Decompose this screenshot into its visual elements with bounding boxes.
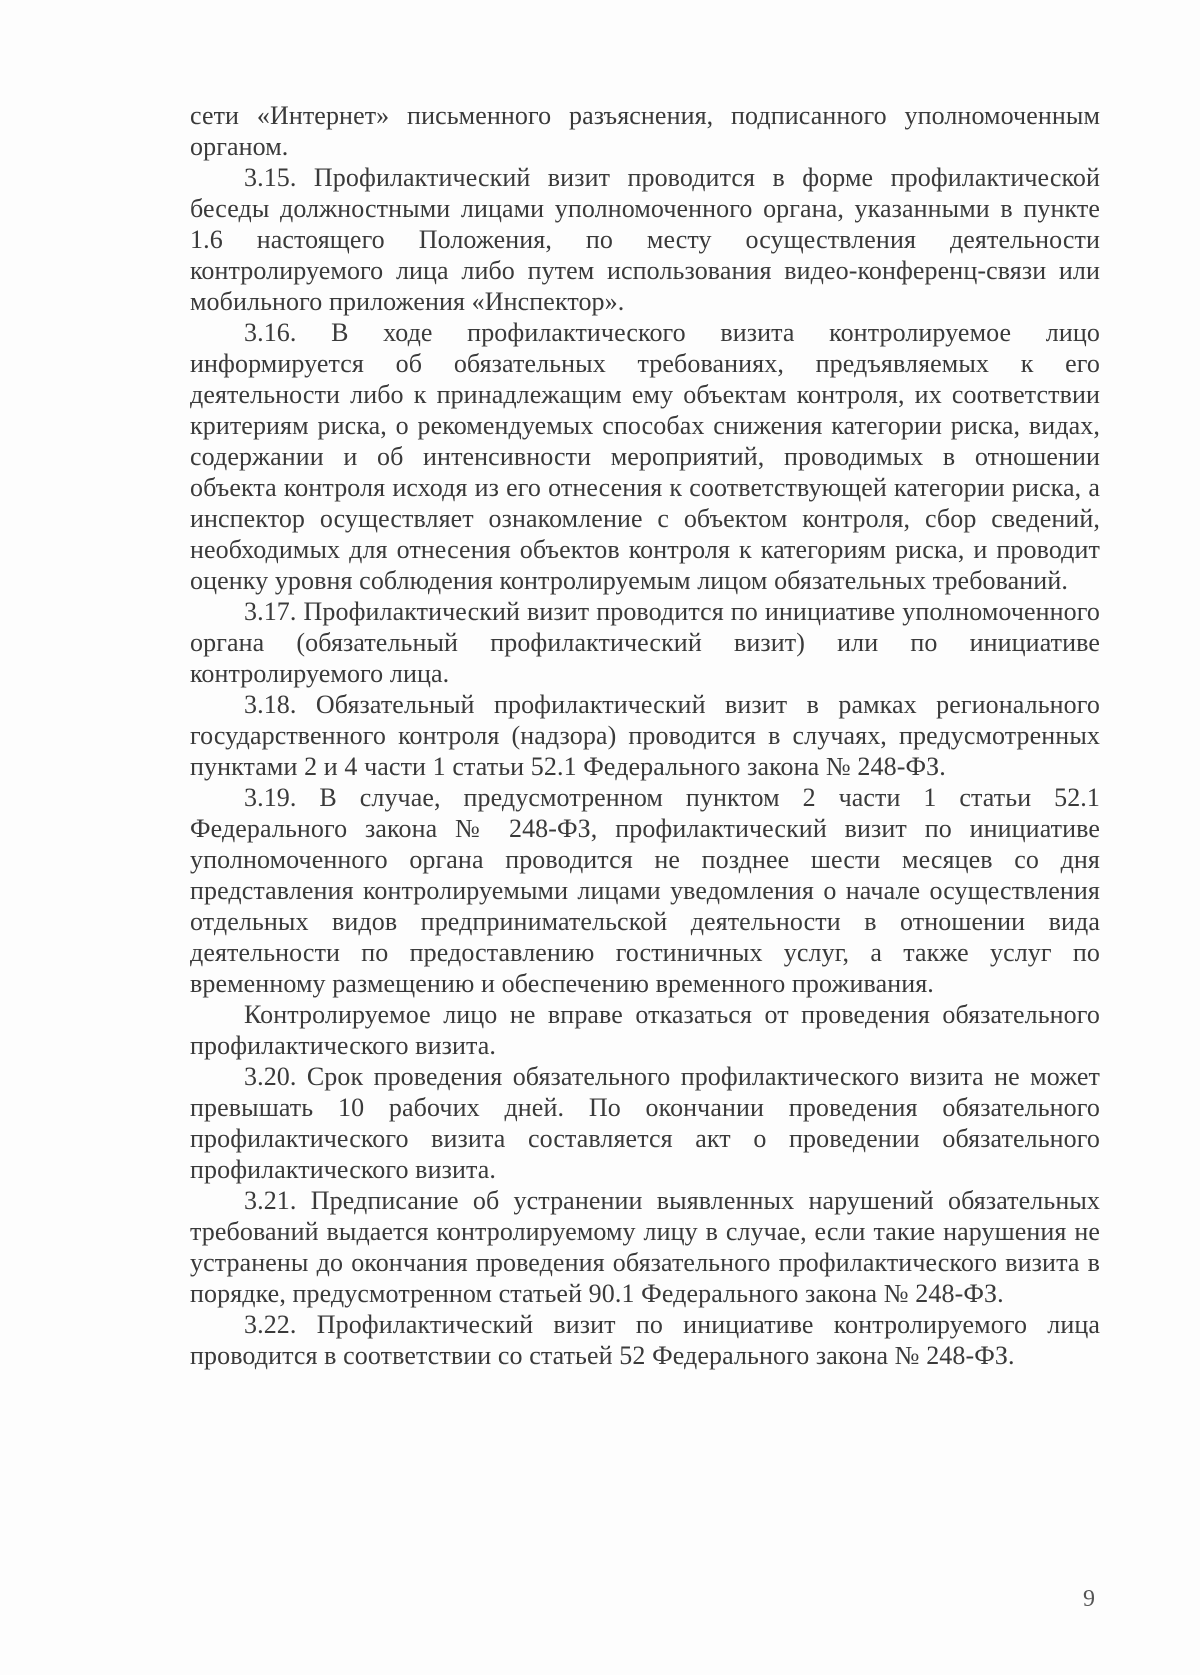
paragraph-3-19-note: Контролируемое лицо не вправе отказаться от проведения обязательного профилактического визита. — [190, 1000, 1100, 1060]
paragraph-3-21: 3.21. Предписание об устранении выявленных нарушений обязательных требований выдается контролируемому лицу в случае, если такие нарушения не устранены до окончания проведения обязательного профилактического визита в порядке, предусмотренном статьей 90.1 Федерального закона № 248-ФЗ. — [190, 1186, 1100, 1308]
paragraph-3-17: 3.17. Профилактический визит проводится по инициативе уполномоченного органа (обязательный профилактический визит) или по инициативе контролируемого лица. — [190, 597, 1100, 688]
document-body — [190, 100, 1100, 1371]
paragraph-3-16: 3.16. В ходе профилактического визита контролируемое лицо информируется об обязательных требованиях, предъявляемых к его деятельности либо к принадлежащим ему объектам контроля, их соответствии критериям риска, о рекомендуемых способах снижения категории риска, видах, содержании и об интенсивности мероприятий, проводимых в отношении объекта контроля исходя из его отнесения к соответствующей категории риска, а инспектор осуществляет ознакомление с объектом контроля, сбор сведений, необходимых для отнесения объектов контроля к категориям риска, и проводит оценку уровня соблюдения контролируемым лицом обязательных требований. — [190, 318, 1100, 595]
paragraph-3-19: 3.19. В случае, предусмотренном пунктом 2 части 1 статьи 52.1 Федерального закона № 248-ФЗ, профилактический визит по инициативе уполномоченного органа проводится не позднее шести месяцев со дня представления контролируемыми лицами уведомления о начале осуществления отдельных видов предпринимательской деятельности в отношении вида деятельности по предоставлению гостиничных услуг, а также услуг по временному размещению и обеспечению временного проживания. — [190, 783, 1100, 998]
paragraph-3-15: 3.15. Профилактический визит проводится в форме профилактической беседы должностными лицами уполномоченного органа, указанными в пункте 1.6 настоящего Положения, по месту осуществления деятельности контролируемого лица либо путем использования видео-конференц-связи или мобильного приложения «Инспектор». — [190, 163, 1100, 316]
paragraph-3-18: 3.18. Обязательный профилактический визит в рамках регионального государственного контроля (надзора) проводится в случаях, предусмотренных пунктами 2 и 4 части 1 статьи 52.1 Федерального закона № 248-ФЗ. — [190, 690, 1100, 781]
paragraph-continuation: сети «Интернет» письменного разъяснения, подписанного уполномоченным органом. — [190, 101, 1100, 161]
paragraph-3-22: 3.22. Профилактический визит по инициативе контролируемого лица проводится в соответствии со статьей 52 Федерального закона № 248-ФЗ. — [190, 1310, 1100, 1370]
page-number: 9 — [1083, 1586, 1095, 1612]
paragraph-3-20: 3.20. Срок проведения обязательного профилактического визита не может превышать 10 рабочих дней. По окончании проведения обязательного профилактического визита составляется акт о проведении обязательного профилактического визита. — [190, 1062, 1100, 1184]
